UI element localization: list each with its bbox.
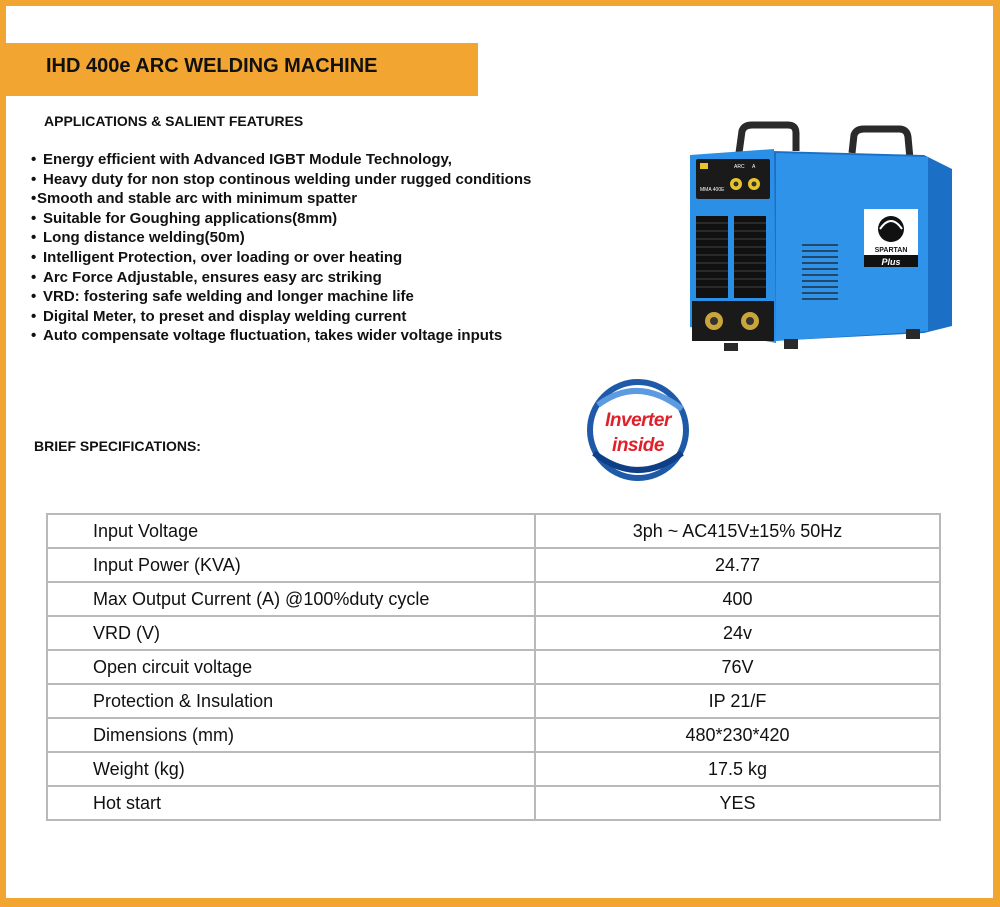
bullet: • xyxy=(31,248,37,266)
page-title: IHD 400e ARC WELDING MACHINE xyxy=(46,55,378,77)
spec-value: 3ph ~ AC415V±15% 50Hz xyxy=(535,514,940,548)
bullet: • xyxy=(31,170,37,188)
table-row xyxy=(47,718,940,752)
applications-heading: APPLICATIONS & SALIENT FEATURES xyxy=(44,113,304,129)
feature-item: • Energy efficient with Advanced IGBT Module Technology, xyxy=(31,151,452,168)
bullet: • xyxy=(31,268,37,286)
bullet: • xyxy=(31,190,37,208)
knob-label: A xyxy=(752,164,756,170)
spec-label: Weight (kg) xyxy=(47,752,535,786)
spec-value: 24v xyxy=(535,616,940,650)
specifications-table xyxy=(46,513,941,821)
bullet: • xyxy=(31,327,37,345)
spec-value: 480*230*420 xyxy=(535,718,940,752)
spec-label: Dimensions (mm) xyxy=(47,718,535,752)
spec-label: Open circuit voltage xyxy=(47,650,535,684)
inverter-inside-badge xyxy=(578,375,698,485)
feature-item: • VRD: fostering safe welding and longer machine life xyxy=(31,288,414,306)
title-bar xyxy=(6,43,478,96)
spec-value: IP 21/F xyxy=(535,684,940,718)
feature-item: • Arc Force Adjustable, ensures easy arc striking xyxy=(31,268,382,286)
spec-label: Input Voltage xyxy=(47,514,535,548)
table-row xyxy=(47,582,940,616)
spec-label: Input Power (KVA) xyxy=(47,548,535,582)
table-row xyxy=(47,616,940,650)
spec-value: 24.77 xyxy=(535,548,940,582)
spec-label: Protection & Insulation xyxy=(47,684,535,718)
feature-item: • Auto compensate voltage fluctuation, takes wider voltage inputs xyxy=(31,327,503,345)
bullet: • xyxy=(31,209,37,227)
brand-bottom: Plus xyxy=(881,257,901,267)
feature-item: •Smooth and stable arc with minimum spatter xyxy=(31,190,358,208)
table-row xyxy=(47,650,940,684)
spec-value: 400 xyxy=(535,582,940,616)
specifications-heading: BRIEF SPECIFICATIONS: xyxy=(34,438,201,454)
feature-item: • Long distance welding(50m) xyxy=(31,229,245,247)
page-frame xyxy=(6,6,993,898)
table-row xyxy=(47,548,940,582)
bullet: • xyxy=(31,307,37,325)
table-row xyxy=(47,752,940,786)
feature-item: • Intelligent Protection, over loading or over heating xyxy=(31,248,403,266)
brand-top: SPARTAN xyxy=(874,247,908,254)
spec-label: Max Output Current (A) @100%duty cycle xyxy=(47,582,535,616)
feature-item: • Suitable for Goughing applications(8mm) xyxy=(31,209,338,227)
badge-line-1: Inverter xyxy=(605,410,671,431)
spec-value: 76V xyxy=(535,650,940,684)
bullet: • xyxy=(31,288,37,306)
feature-item: • Digital Meter, to preset and display welding current xyxy=(31,307,407,325)
badge-line-2: inside xyxy=(612,435,664,456)
table-row xyxy=(47,786,940,820)
model-label: MMA 400E xyxy=(700,187,725,193)
spec-label: Hot start xyxy=(47,786,535,820)
spec-value: YES xyxy=(535,786,940,820)
knob-label: ARC xyxy=(734,164,745,170)
spec-label: VRD (V) xyxy=(47,616,535,650)
features-list xyxy=(31,150,531,346)
table-row xyxy=(47,514,940,548)
spec-value: 17.5 kg xyxy=(535,752,940,786)
bullet: • xyxy=(31,229,37,247)
bullet: • xyxy=(31,151,37,168)
welding-machine-image xyxy=(684,121,952,356)
feature-item: • Heavy duty for non stop continous welding under rugged conditions xyxy=(31,170,532,188)
table-row xyxy=(47,684,940,718)
